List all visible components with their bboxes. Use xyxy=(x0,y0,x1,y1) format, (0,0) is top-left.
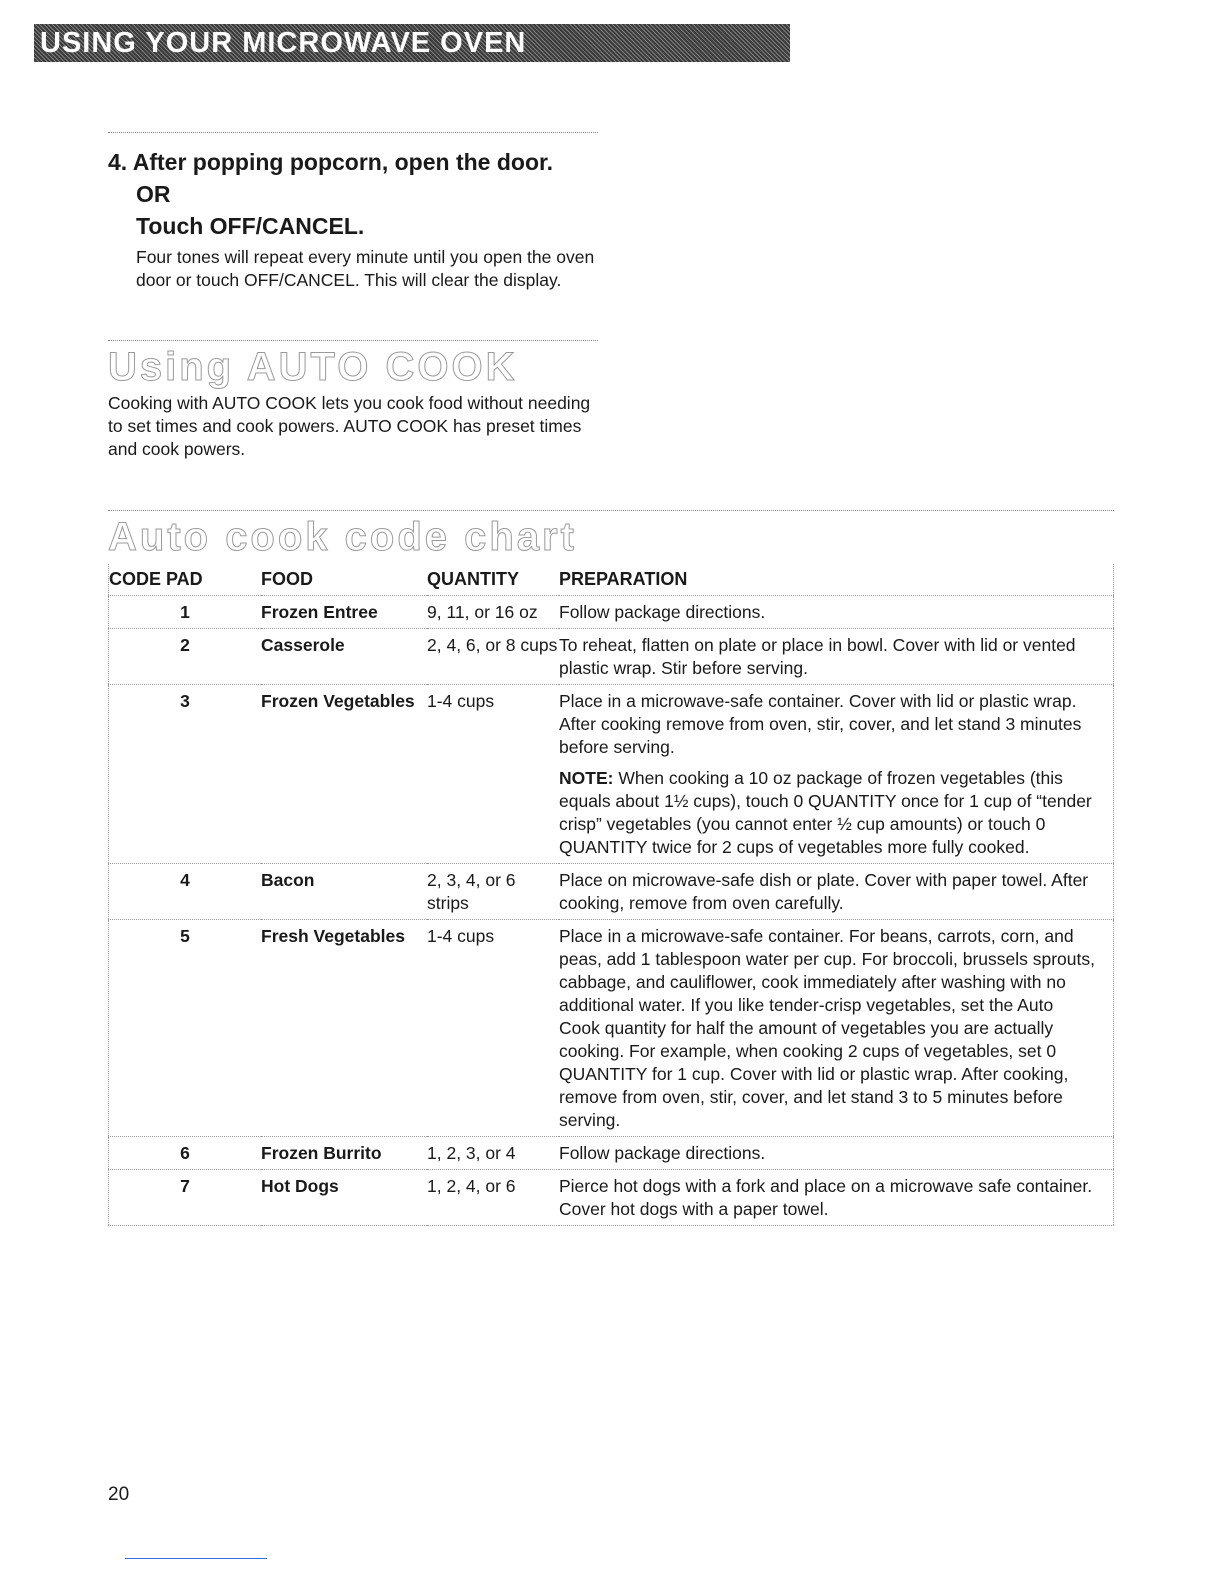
step-4-or: OR xyxy=(136,181,171,207)
step-4-line-3: Touch OFF/CANCEL. xyxy=(136,213,365,239)
food-cell: Fresh Vegetables xyxy=(261,920,427,1137)
preparation-cell: Pierce hot dogs with a fork and place on a microwave safe container. Cover hot dogs with a paper towel. xyxy=(559,1170,1114,1226)
page-number: 20 xyxy=(108,1484,130,1505)
auto-cook-title: Using AUTO COOK xyxy=(108,345,518,389)
banner-title: USING YOUR MICROWAVE OVEN xyxy=(40,27,527,59)
code-cell: 4 xyxy=(109,864,262,920)
food-cell: Frozen Entree xyxy=(261,596,427,629)
quantity-cell: 2, 3, 4, or 6 strips xyxy=(427,864,559,920)
quantity-cell: 1-4 cups xyxy=(427,920,559,1137)
preparation-cell: Follow package directions. xyxy=(559,596,1114,629)
table-row xyxy=(109,864,1114,920)
table-row xyxy=(109,685,1114,864)
table-row xyxy=(109,596,1114,629)
note-paragraph xyxy=(559,767,1095,859)
preparation-text: Place in a microwave-safe container. Cover with lid or plastic wrap. After cooking remove from oven, stir, cover, and let stand 3 minutes before serving. xyxy=(559,691,1082,757)
food-cell: Bacon xyxy=(261,864,427,920)
code-cell: 1 xyxy=(109,596,262,629)
food-cell: Frozen Vegetables xyxy=(261,685,427,864)
auto-cook-code-chart xyxy=(108,564,1114,1226)
quantity-cell: 9, 11, or 16 oz xyxy=(427,596,559,629)
step-4-line-1: 4. After popping popcorn, open the door. xyxy=(108,149,554,175)
quantity-cell: 1, 2, 4, or 6 xyxy=(427,1170,559,1226)
quantity-cell: 2, 4, 6, or 8 cups xyxy=(427,629,559,685)
divider xyxy=(108,340,598,341)
code-chart-title: Auto cook code chart xyxy=(108,515,577,559)
auto-cook-body: Cooking with AUTO COOK lets you cook food without needing to set times and cook powers. AUTO COOK has preset times and cook powers. xyxy=(108,393,591,459)
preparation-cell: To reheat, flatten on plate or place in bowl. Cover with lid or vented plastic wrap. Stir before serving. xyxy=(559,629,1114,685)
preparation-cell: Follow package directions. xyxy=(559,1137,1114,1170)
preparation-cell: Place on microwave-safe dish or plate. Cover with paper towel. After cooking, remove from oven carefully. xyxy=(559,864,1114,920)
chart-header-row xyxy=(109,564,1114,596)
divider xyxy=(108,132,598,133)
code-cell: 3 xyxy=(109,685,262,864)
food-cell: Hot Dogs xyxy=(261,1170,427,1226)
step-4-body: Four tones will repeat every minute until you open the oven door or touch OFF/CANCEL. This will clear the display. xyxy=(136,247,595,290)
food-cell: Casserole xyxy=(261,629,427,685)
header-quantity: QUANTITY xyxy=(427,564,559,596)
note-label: NOTE: xyxy=(559,768,614,788)
step-4-heading xyxy=(108,146,628,242)
food-cell: Frozen Burrito xyxy=(261,1137,427,1170)
section-banner xyxy=(34,24,790,62)
divider xyxy=(108,510,1114,511)
header-food: FOOD xyxy=(261,564,427,596)
header-preparation: PREPARATION xyxy=(559,564,1114,596)
code-cell: 7 xyxy=(109,1170,262,1226)
quantity-cell: 1-4 cups xyxy=(427,685,559,864)
header-code-pad: CODE PAD xyxy=(109,564,262,596)
table-row xyxy=(109,629,1114,685)
preparation-cell: Place in a microwave-safe container. For beans, carrots, corn, and peas, add 1 tablespoon water per cup. For broccoli, brussels sprouts, cabbage, and cauliflower, cook immediately after washing with no additional water. If you like tender-crisp vegetables, set the Auto Cook quantity for half the amount of vegetables you are actually cooking. For example, when cooking 2 cups of vegetables, set 0 QUANTITY for 1 cup. Cover with lid or plastic wrap. After cooking, remove from oven, stir, cover, and let stand 3 to 5 minutes before serving. xyxy=(559,920,1114,1137)
table-row xyxy=(109,1170,1114,1226)
code-cell: 6 xyxy=(109,1137,262,1170)
code-cell: 2 xyxy=(109,629,262,685)
code-cell: 5 xyxy=(109,920,262,1137)
table-row xyxy=(109,920,1114,1137)
quantity-cell: 1, 2, 3, or 4 xyxy=(427,1137,559,1170)
preparation-cell xyxy=(559,685,1114,864)
footer-rule xyxy=(125,1558,267,1559)
table-row xyxy=(109,1137,1114,1170)
note-text: When cooking a 10 oz package of frozen vegetables (this equals about 1½ cups), touch 0 QUANTITY once for 1 cup of “tender crisp” vegetables (you cannot enter ½ cup amounts) or touch 0 QUANTITY twice for 2 cups of vegetables more fully cooked. xyxy=(559,768,1092,857)
